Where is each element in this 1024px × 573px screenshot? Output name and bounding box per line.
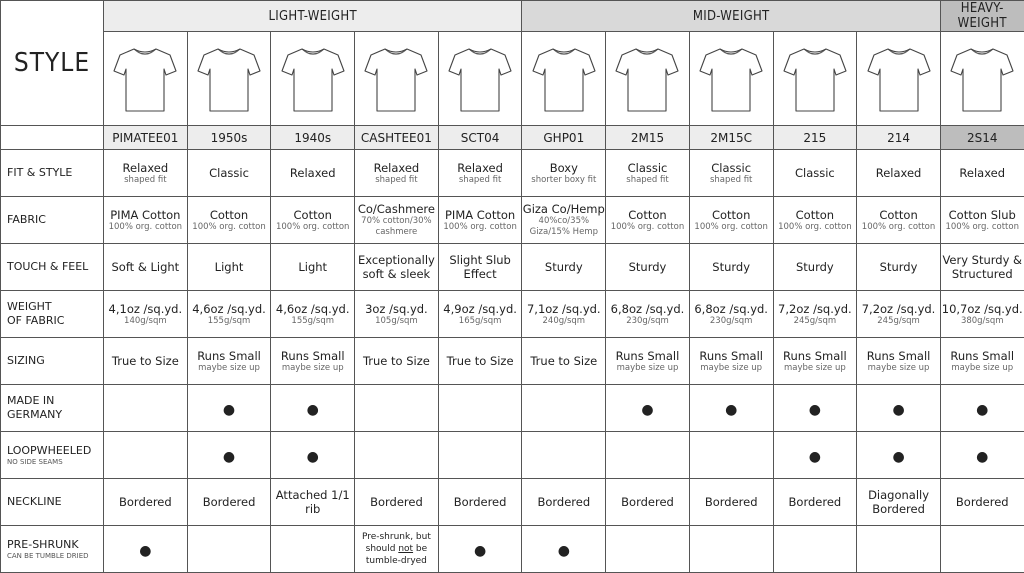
neckline-cell	[773, 479, 857, 526]
fabric-cell	[857, 197, 941, 244]
tshirt-icon	[271, 43, 354, 115]
style-code-cell: 2M15C	[689, 126, 773, 150]
fabric-main: Cotton	[711, 207, 751, 222]
row-label-shrunk	[1, 526, 104, 573]
weight-sub: 380g/sqm	[960, 315, 1004, 326]
germany-cell	[606, 385, 690, 432]
fabric-cell	[271, 197, 355, 244]
touch-cell	[187, 244, 271, 291]
shirt-image-cell	[355, 32, 439, 126]
sizing-cell	[522, 338, 606, 385]
row-label-loop	[1, 432, 104, 479]
weight-sub: 165g/sqm	[458, 315, 502, 326]
preshrunk-note-pre: Pre-shrunk, but should	[361, 532, 431, 554]
sizing-cell	[857, 338, 941, 385]
sizing-main: True to Size	[362, 354, 430, 368]
sizing-cell	[606, 338, 690, 385]
fit-cell	[857, 150, 941, 197]
sizing-sub: maybe size up	[616, 362, 679, 373]
fit-cell	[271, 150, 355, 197]
weight-sub: 155g/sqm	[291, 315, 335, 326]
bullet-dot-icon: ●	[808, 448, 821, 465]
sizing-main: Runs Small	[783, 348, 847, 363]
loop-cell	[438, 432, 522, 479]
bullet-dot-icon: ●	[892, 448, 905, 465]
fit-main: Relaxed	[289, 166, 336, 180]
neckline-value: Bordered	[788, 495, 842, 509]
weight-sub: 230g/sqm	[709, 315, 753, 326]
shirt-image-cell	[438, 32, 522, 126]
germany-cell	[522, 385, 606, 432]
sizing-cell	[104, 338, 188, 385]
fabric-main: Cotton	[209, 207, 249, 222]
tshirt-icon	[941, 43, 1024, 115]
row-label-weight-2: OF FABRIC	[7, 314, 65, 327]
sizing-cell	[355, 338, 439, 385]
germany-cell	[773, 385, 857, 432]
sizing-cell	[689, 338, 773, 385]
fit-main: Classic	[627, 160, 668, 175]
neckline-value: Bordered	[119, 495, 172, 509]
touch-value: Sturdy	[712, 260, 751, 274]
neckline-cell	[522, 479, 606, 526]
loop-cell	[522, 432, 606, 479]
bullet-dot-icon: ●	[557, 542, 570, 559]
shirt-image-cell	[606, 32, 690, 126]
weight-sub: 230g/sqm	[626, 315, 669, 326]
style-code-cell: PIMATEE01	[104, 126, 188, 150]
shrunk-cell	[857, 526, 941, 573]
sizing-main: True to Size	[446, 354, 514, 368]
weight-main: 3oz /sq.yd.	[365, 301, 428, 316]
weight-main: 6,8oz /sq.yd.	[610, 301, 685, 316]
loop-cell	[773, 432, 857, 479]
fit-cell	[940, 150, 1024, 197]
shirt-image-cell	[857, 32, 941, 126]
touch-cell	[522, 244, 606, 291]
neckline-value: Bordered	[370, 495, 423, 509]
sizing-cell	[940, 338, 1024, 385]
fabric-sub: 100% org. cotton	[192, 221, 266, 232]
weight-main: 7,2oz /sq.yd.	[778, 301, 852, 316]
row-label-fabric: FABRIC	[1, 197, 104, 244]
row-label-fit: FIT & STYLE	[1, 150, 104, 197]
fit-main: Relaxed	[875, 166, 922, 180]
sizing-cell	[271, 338, 355, 385]
germany-cell	[187, 385, 271, 432]
tshirt-icon	[774, 43, 857, 115]
neckline-cell	[187, 479, 271, 526]
loop-cell	[940, 432, 1024, 479]
group-heavy-weight: HEAVY-WEIGHT	[940, 1, 1024, 32]
style-code-cell: 1940s	[271, 126, 355, 150]
sizing-sub: maybe size up	[700, 362, 763, 373]
tshirt-icon	[188, 43, 271, 115]
touch-cell	[689, 244, 773, 291]
sizing-cell	[187, 338, 271, 385]
weight-cell	[689, 291, 773, 338]
touch-cell	[355, 244, 439, 291]
germany-cell	[857, 385, 941, 432]
bullet-dot-icon: ●	[976, 401, 989, 418]
preshrunk-note-not: not	[398, 544, 414, 554]
neckline-cell	[104, 479, 188, 526]
fabric-sub: 100% org. cotton	[778, 221, 852, 232]
weight-cell	[940, 291, 1024, 338]
sizing-main: True to Size	[111, 354, 179, 368]
fit-main: Relaxed	[373, 160, 420, 175]
sizing-main: Runs Small	[280, 348, 345, 363]
tshirt-icon	[522, 43, 605, 115]
shirt-image-cell	[689, 32, 773, 126]
row-label-neckline: NECKLINE	[1, 479, 104, 526]
row-label-sizing: SIZING	[1, 338, 104, 385]
preshrunk-note	[355, 531, 438, 567]
loop-cell	[689, 432, 773, 479]
fabric-main: Giza Co/Hemp	[522, 202, 605, 216]
bullet-dot-icon: ●	[892, 401, 905, 418]
tshirt-icon	[606, 43, 689, 115]
row-label-shrunk-sub: CAN BE TUMBLE DRIED	[7, 551, 89, 560]
touch-cell	[438, 244, 522, 291]
shrunk-cell	[187, 526, 271, 573]
bullet-dot-icon: ●	[976, 448, 989, 465]
row-label-weight-1: WEIGHT	[7, 300, 52, 313]
touch-value: Sturdy	[544, 260, 583, 274]
shirt-image-cell	[773, 32, 857, 126]
shrunk-cell	[271, 526, 355, 573]
weight-main: 7,2oz /sq.yd.	[861, 301, 936, 316]
bullet-dot-icon: ●	[306, 448, 319, 465]
shrunk-cell	[606, 526, 690, 573]
sizing-sub: maybe size up	[867, 362, 930, 373]
germany-cell	[104, 385, 188, 432]
neckline-cell	[940, 479, 1024, 526]
fabric-main: Cotton	[795, 207, 835, 222]
weight-main: 10,7oz /sq.yd.	[941, 301, 1023, 316]
fabric-sub: 40%co/35% Giza/15% Hemp	[529, 216, 598, 237]
fit-cell	[355, 150, 439, 197]
touch-value: Light	[214, 260, 244, 274]
shirt-image-cell	[940, 32, 1024, 126]
touch-cell	[940, 244, 1024, 291]
sizing-main: True to Size	[530, 354, 598, 368]
sizing-sub: maybe size up	[198, 362, 260, 373]
fabric-cell	[689, 197, 773, 244]
touch-cell	[271, 244, 355, 291]
sizing-cell	[438, 338, 522, 385]
neckline-value: Bordered	[202, 495, 256, 509]
shrunk-cell	[689, 526, 773, 573]
fit-cell	[773, 150, 857, 197]
row-label-shrunk-main: PRE-SHRUNK	[7, 537, 79, 551]
sizing-sub: maybe size up	[783, 362, 846, 373]
row-label-germany	[1, 385, 104, 432]
loop-cell	[355, 432, 439, 479]
shrunk-cell	[104, 526, 188, 573]
weight-cell	[522, 291, 606, 338]
shirt-image-cell	[522, 32, 606, 126]
fit-sub: shaped fit	[458, 174, 502, 185]
sizing-sub: maybe size up	[951, 362, 1014, 373]
row-label-touch: TOUCH & FEEL	[1, 244, 104, 291]
loop-cell	[857, 432, 941, 479]
touch-value: Sturdy	[879, 260, 918, 274]
fit-main: Boxy	[549, 160, 578, 175]
style-code-cell: 2M15	[606, 126, 690, 150]
touch-value: Exceptionally soft & sleek	[357, 253, 435, 281]
tshirt-icon	[857, 43, 940, 115]
fabric-cell	[355, 197, 439, 244]
neckline-cell	[271, 479, 355, 526]
weight-cell	[187, 291, 271, 338]
sizing-main: Runs Small	[699, 348, 763, 363]
loop-cell	[606, 432, 690, 479]
sizing-main: Runs Small	[197, 348, 261, 363]
weight-main: 7,1oz /sq.yd.	[526, 301, 601, 316]
bullet-dot-icon: ●	[306, 401, 319, 418]
fit-main: Classic	[794, 166, 835, 180]
touch-value: Slight Slub Effect	[449, 253, 511, 281]
style-code-cell: 1950s	[187, 126, 271, 150]
row-label-loop-sub: NO SIDE SEAMS	[7, 457, 63, 466]
fit-cell	[689, 150, 773, 197]
style-code-cell: GHP01	[522, 126, 606, 150]
fabric-cell	[522, 197, 606, 244]
fabric-main: PIMA Cotton	[445, 207, 516, 222]
tshirt-icon	[355, 43, 438, 115]
fabric-cell	[438, 197, 522, 244]
fit-sub: shaped fit	[626, 174, 669, 185]
sizing-sub: maybe size up	[281, 362, 344, 373]
fabric-cell	[606, 197, 690, 244]
fit-main: Classic	[711, 160, 752, 175]
weight-cell	[271, 291, 355, 338]
fabric-sub: 100% org. cotton	[610, 221, 685, 232]
weight-cell	[857, 291, 941, 338]
fit-cell	[187, 150, 271, 197]
fit-cell	[438, 150, 522, 197]
tshirt-icon	[439, 43, 522, 115]
fit-cell	[606, 150, 690, 197]
neckline-value: Bordered	[704, 495, 758, 509]
loop-cell	[187, 432, 271, 479]
sizing-main: Runs Small	[866, 348, 931, 363]
fabric-cell	[940, 197, 1024, 244]
touch-cell	[773, 244, 857, 291]
weight-main: 4,1oz /sq.yd.	[108, 301, 183, 316]
fit-cell	[522, 150, 606, 197]
shrunk-cell	[438, 526, 522, 573]
fabric-main: Cotton	[293, 207, 332, 222]
code-label-cell	[1, 126, 104, 150]
weight-cell	[438, 291, 522, 338]
fabric-cell	[104, 197, 188, 244]
germany-cell	[940, 385, 1024, 432]
weight-cell	[355, 291, 439, 338]
fit-cell	[104, 150, 188, 197]
neckline-cell	[857, 479, 941, 526]
touch-cell	[857, 244, 941, 291]
touch-cell	[104, 244, 188, 291]
neckline-value: Bordered	[955, 495, 1009, 509]
germany-cell	[271, 385, 355, 432]
shirt-image-cell	[104, 32, 188, 126]
sizing-main: Runs Small	[950, 348, 1015, 363]
fit-main: Relaxed	[959, 166, 1006, 180]
bullet-dot-icon: ●	[473, 542, 487, 559]
shirt-image-cell	[187, 32, 271, 126]
neckline-value: Bordered	[537, 495, 591, 509]
weight-sub: 245g/sqm	[793, 315, 837, 326]
tshirt-icon	[690, 43, 773, 115]
fit-main: Classic	[209, 166, 249, 180]
bullet-dot-icon: ●	[725, 401, 738, 418]
fit-main: Relaxed	[457, 160, 503, 175]
style-code-cell: CASHTEE01	[355, 126, 439, 150]
touch-value: Very Sturdy & Structured	[942, 253, 1023, 281]
fabric-sub: 70% cotton/30% cashmere	[361, 216, 432, 237]
fabric-main: Cotton Slub	[948, 207, 1016, 222]
neckline-cell	[355, 479, 439, 526]
preshrunk-note-post: be tumble-dryed	[365, 544, 428, 566]
fabric-cell	[773, 197, 857, 244]
fit-sub: shaped fit	[709, 174, 753, 185]
loop-cell	[271, 432, 355, 479]
fabric-main: PIMA Cotton	[110, 207, 181, 222]
weight-sub: 105g/sqm	[375, 315, 418, 326]
neckline-value: Attached 1/1 rib	[275, 488, 350, 516]
sizing-cell	[773, 338, 857, 385]
touch-value: Sturdy	[795, 260, 834, 274]
shirt-image-cell	[271, 32, 355, 126]
shrunk-cell	[522, 526, 606, 573]
style-heading: STYLE	[1, 1, 104, 126]
weight-main: 4,9oz /sq.yd.	[443, 301, 517, 316]
weight-cell	[773, 291, 857, 338]
weight-main: 4,6oz /sq.yd.	[192, 301, 266, 316]
fabric-sub: 100% org. cotton	[443, 221, 517, 232]
tshirt-icon	[104, 43, 187, 115]
neckline-value: Bordered	[453, 495, 507, 509]
touch-value: Light	[298, 260, 328, 274]
fabric-sub: 100% org. cotton	[275, 221, 350, 232]
shrunk-cell	[773, 526, 857, 573]
shrunk-cell	[355, 526, 439, 573]
weight-main: 4,6oz /sq.yd.	[275, 301, 350, 316]
group-mid-weight: MID-WEIGHT	[522, 1, 940, 32]
fabric-sub: 100% org. cotton	[861, 221, 936, 232]
fabric-main: Co/Cashmere	[357, 202, 435, 216]
bullet-dot-icon: ●	[139, 542, 152, 559]
weight-sub: 155g/sqm	[207, 315, 251, 326]
shrunk-cell	[940, 526, 1024, 573]
neckline-value: Bordered	[621, 495, 674, 509]
weight-sub: 245g/sqm	[877, 315, 920, 326]
fit-main: Relaxed	[122, 160, 169, 175]
bullet-dot-icon: ●	[222, 401, 236, 418]
fabric-sub: 100% org. cotton	[108, 221, 183, 232]
loop-cell	[104, 432, 188, 479]
row-label-germany-2: GERMANY	[7, 408, 63, 421]
bullet-dot-icon: ●	[222, 448, 236, 465]
neckline-cell	[606, 479, 690, 526]
row-label-germany-1: MADE IN	[7, 394, 55, 407]
fit-sub: shaped fit	[375, 174, 418, 185]
style-code-cell: 2S14	[940, 126, 1024, 150]
row-label-loop-main: LOOPWHEELED	[7, 443, 92, 457]
germany-cell	[438, 385, 522, 432]
fabric-sub: 100% org. cotton	[945, 221, 1019, 232]
weight-sub: 240g/sqm	[542, 315, 586, 326]
fit-sub: shaped fit	[124, 174, 167, 185]
touch-value: Soft & Light	[111, 260, 180, 274]
bullet-dot-icon: ●	[808, 401, 821, 418]
group-light-weight: LIGHT-WEIGHT	[104, 1, 522, 32]
style-code-cell: 214	[857, 126, 941, 150]
style-code-cell: SCT04	[438, 126, 522, 150]
neckline-value: Diagonally Bordered	[868, 488, 930, 516]
germany-cell	[355, 385, 439, 432]
germany-cell	[689, 385, 773, 432]
weight-sub: 140g/sqm	[124, 315, 167, 326]
neckline-cell	[438, 479, 522, 526]
row-label-weight	[1, 291, 104, 338]
weight-cell	[606, 291, 690, 338]
sizing-main: Runs Small	[615, 348, 680, 363]
fabric-cell	[187, 197, 271, 244]
fabric-sub: 100% org. cotton	[694, 221, 768, 232]
style-code-cell: 215	[773, 126, 857, 150]
fabric-main: Cotton	[879, 207, 918, 222]
weight-cell	[104, 291, 188, 338]
weight-main: 6,8oz /sq.yd.	[694, 301, 768, 316]
fit-sub: shorter boxy fit	[531, 174, 597, 185]
fabric-main: Cotton	[628, 207, 667, 222]
touch-cell	[606, 244, 690, 291]
touch-value: Sturdy	[628, 260, 667, 274]
neckline-cell	[689, 479, 773, 526]
bullet-dot-icon: ●	[641, 401, 654, 418]
